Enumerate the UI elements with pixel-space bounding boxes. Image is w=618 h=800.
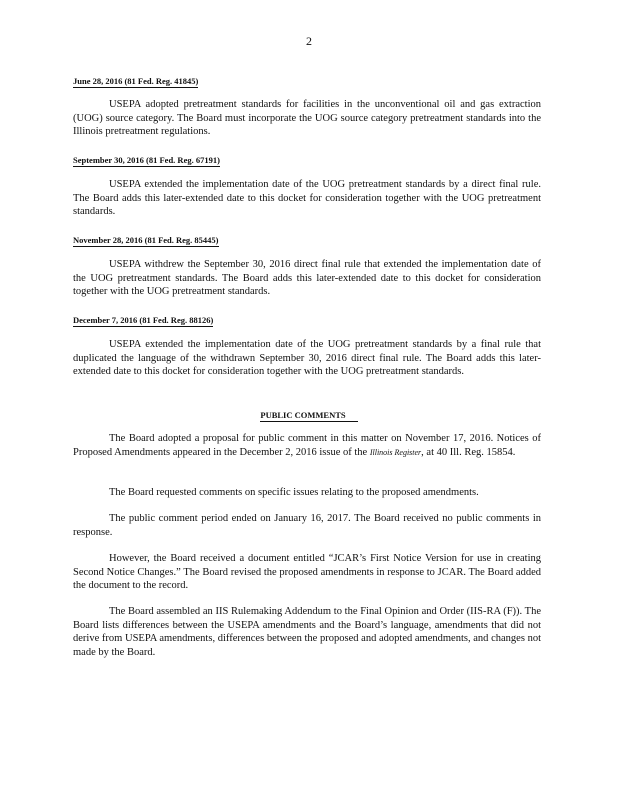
entry-heading: September 30, 2016 (81 Fed. Reg. 67191) <box>73 155 220 165</box>
public-comments-heading: PUBLIC COMMENTS <box>260 410 357 422</box>
public-comments-paragraph-4: However, the Board received a document entitled “JCAR’s First Notice Version for use in creating Second Notice Changes.” The Board revised the proposed amendments in response to JCAR. The Board added the document to the record. <box>73 553 541 591</box>
paragraph-text: The Board adopted a proposal for public comment in this matter on November 17, 2016. Notices of Proposed Amendments appeared in the December 2, 2016 issue of the <box>73 433 541 458</box>
page-number: 2 <box>306 34 312 48</box>
paragraph-text: , at 40 Ill. Reg. 15854. <box>421 446 516 458</box>
entry-heading: December 7, 2016 (81 Fed. Reg. 88126) <box>73 315 214 325</box>
entry-heading: November 28, 2016 (81 Fed. Reg. 85445) <box>73 235 219 245</box>
section-heading <box>0 410 618 420</box>
public-comments-paragraph-2: The Board requested comments on specific issues relating to the proposed amendments. <box>109 487 479 498</box>
entry-paragraph: USEPA withdrew the September 30, 2016 direct final rule that extended the implementation date of the UOG pretreatment standards. The Board adds this later-extended date to this docket for consideration together with the UOG pretreatment standards. <box>73 259 541 297</box>
entry-heading: June 28, 2016 (81 Fed. Reg. 41845) <box>73 76 199 86</box>
public-comments-paragraph-3: The public comment period ended on January 16, 2017. The Board received no public comments in response. <box>73 513 541 538</box>
journal-name: Illinois Register <box>369 447 422 457</box>
public-comments-paragraph-1 <box>73 432 541 459</box>
public-comments-paragraph-5: The Board assembled an IIS Rulemaking Addendum to the Final Opinion and Order (IIS-RA (F)). The Board lists differences between the USEPA amendments and the Board’s language, amendments that did not derive from USEPA amendments, differences between the proposed and adopted amendments, and changes not made by the Board. <box>73 606 541 658</box>
entry-paragraph: USEPA adopted pretreatment standards for facilities in the unconventional oil and gas extraction (UOG) source category. The Board must incorporate the UOG source category pretreatment standards into the Illinois pretreatment regulations. <box>73 99 541 137</box>
entry-paragraph: USEPA extended the implementation date of the UOG pretreatment standards by a final rule that duplicated the language of the withdrawn September 30, 2016 direct final rule. The Board adds this later-extended date to this docket for consideration together with the UOG pretreatment standards. <box>73 339 541 377</box>
entry-paragraph: USEPA extended the implementation date of the UOG pretreatment standards by a direct final rule. The Board adds this later-extended date to this docket for consideration together with the UOG pretreatment standards. <box>73 179 541 217</box>
